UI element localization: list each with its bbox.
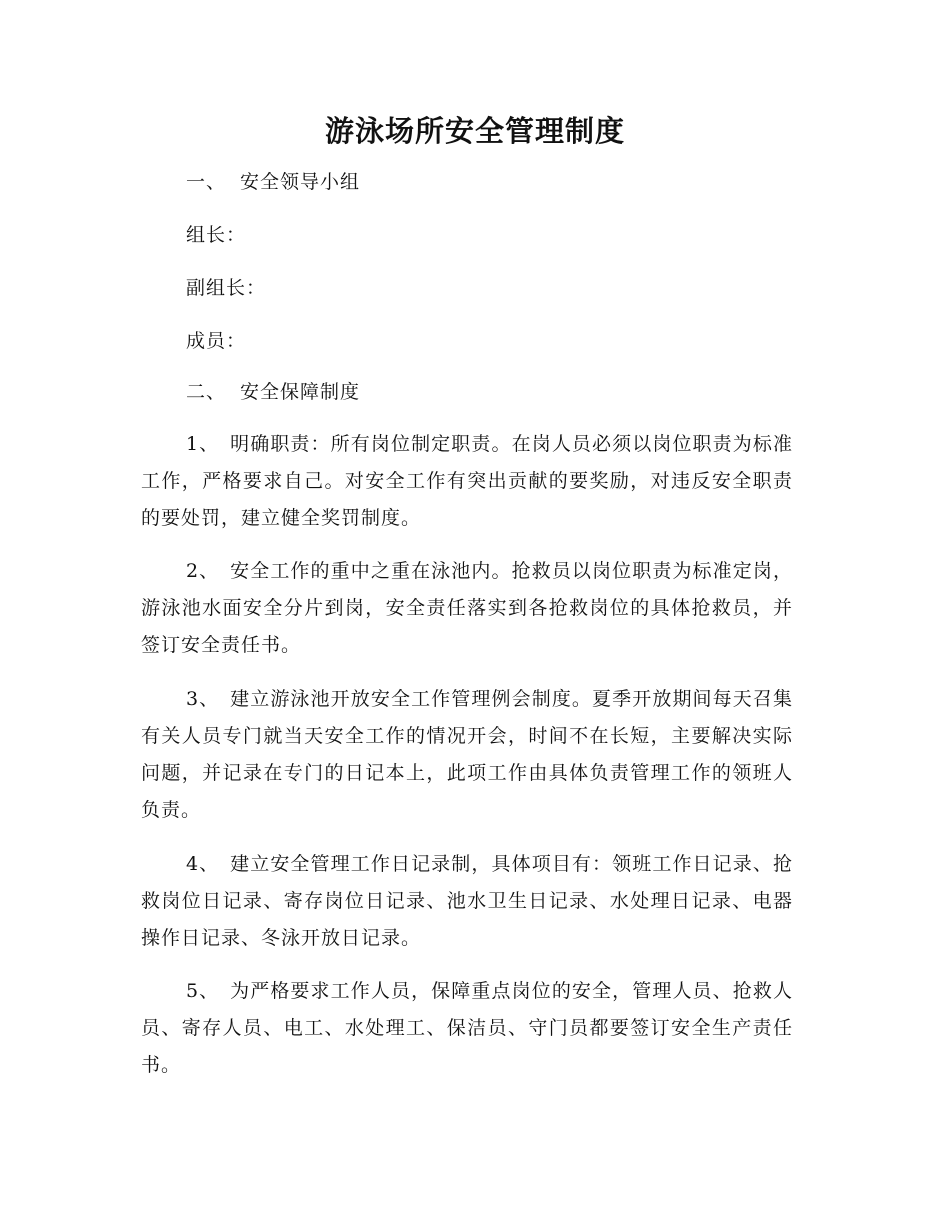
item-number: 5、 — [186, 980, 220, 1002]
section-number: 一、 — [186, 171, 227, 193]
paragraph-item-2 — [141, 553, 793, 664]
paragraph-item-3 — [141, 681, 793, 829]
item-number: 3、 — [186, 688, 220, 710]
section-number: 二、 — [186, 381, 227, 403]
item-text: 为严格要求工作人员，保障重点岗位的安全，管理人员、抢救人员、寄存人员、电工、水处理工、保洁员、守门员都要签订安全生产责任书。 — [141, 980, 793, 1076]
paragraph-item-1 — [141, 426, 793, 537]
item-number: 1、 — [186, 433, 220, 455]
item-text: 明确职责：所有岗位制定职责。在岗人员必须以岗位职责为标准工作，严格要求自己。对安全工作有突出贡献的要奖励，对违反安全职责的要处罚，建立健全奖罚制度。 — [141, 433, 793, 529]
document-title: 游泳场所安全管理制度 — [324, 114, 625, 148]
item-number: 4、 — [186, 853, 220, 875]
paragraph-item-4 — [141, 846, 793, 957]
deputy-leader-line: 副组长： — [186, 277, 267, 299]
section-title: 安全领导小组 — [240, 171, 361, 193]
section-title: 安全保障制度 — [240, 381, 361, 403]
item-text: 建立游泳池开放安全工作管理例会制度。夏季开放期间每天召集有关人员专门就当天安全工作的情况开会，时间不在长短，主要解决实际问题，并记录在专门的日记本上，此项工作由具体负责管理工作的领班人负责。 — [141, 688, 793, 821]
section-heading-leadership — [186, 168, 360, 196]
item-text: 安全工作的重中之重在泳池内。抢救员以岗位职责为标准定岗，游泳池水面安全分片到岗，安全责任落实到各抢救岗位的具体抢救员，并签订安全责任书。 — [141, 560, 793, 656]
paragraph-item-5 — [141, 973, 793, 1084]
leader-line: 组长： — [186, 224, 247, 246]
item-number: 2、 — [186, 560, 220, 582]
section-heading-safety-system — [186, 378, 360, 406]
members-line: 成员： — [186, 330, 247, 352]
item-text: 建立安全管理工作日记录制，具体项目有：领班工作日记录、抢救岗位日记录、寄存岗位日记录、池水卫生日记录、水处理日记录、电器操作日记录、冬泳开放日记录。 — [141, 853, 793, 949]
